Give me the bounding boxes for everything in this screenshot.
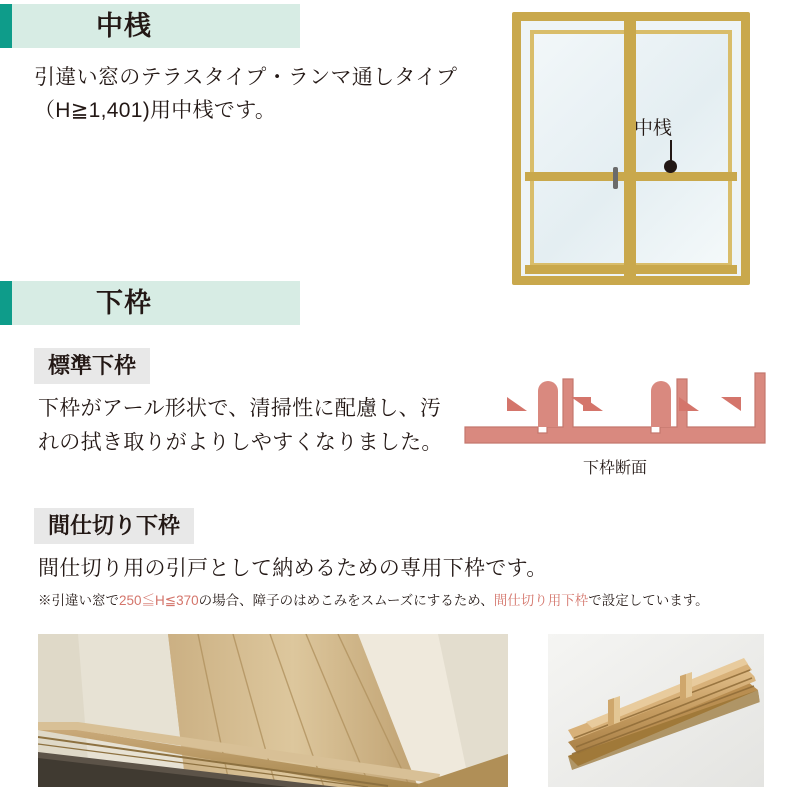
window-nakazan-rail <box>525 172 737 181</box>
section-heading-nakazan <box>0 4 300 48</box>
sub-body-majikiri-shitawaku: 間仕切り用の引戸として納めるための専用下枠です。 <box>38 557 548 580</box>
sill-profile-closeup-photo <box>548 634 764 787</box>
section-title-shitawaku: 下枠 <box>96 287 152 318</box>
photo-right-illustration <box>548 634 764 787</box>
footnote-suffix: で設定しています。 <box>588 593 709 608</box>
window-callout-label: 中桟 <box>634 118 673 139</box>
partition-sill-installation-photo <box>38 634 508 787</box>
footnote-highlight-part: 間仕切り用下枠 <box>493 593 589 608</box>
section-title-nakazan: 中桟 <box>96 10 152 41</box>
sub-label-hyojun-shitawaku: 標準下枠 <box>34 348 150 384</box>
sub-label-majikiri-shitawaku: 間仕切り下枠 <box>34 508 194 544</box>
section-body-nakazan: 引違い窓のテラスタイプ・ランマ通しタイプ（H≧1,401)用中桟です。 <box>34 66 458 122</box>
window-handle-icon <box>613 167 618 189</box>
window-vertical-mullion <box>624 21 636 276</box>
footnote-middle: の場合、障子のはめこみをスムーズにするため、 <box>198 593 494 608</box>
window-bottom-rail <box>525 265 737 274</box>
window-illustration <box>512 12 750 285</box>
footnote-highlight-range: 250≦H≦370 <box>119 593 199 608</box>
sill-caption: 下枠断面 <box>582 460 647 477</box>
footnote-majikiri <box>38 591 738 612</box>
sub-body-hyojun-shitawaku: 下枠がアール形状で、清掃性に配慮し、汚れの拭き取りがよりしやすくなりました。 <box>38 397 443 455</box>
photo-left-illustration <box>38 634 508 787</box>
footnote-prefix: ※引違い窓で <box>38 593 119 608</box>
section-heading-shitawaku <box>0 281 300 325</box>
callout-dot-icon <box>664 160 677 173</box>
sill-profile-svg <box>455 365 775 460</box>
